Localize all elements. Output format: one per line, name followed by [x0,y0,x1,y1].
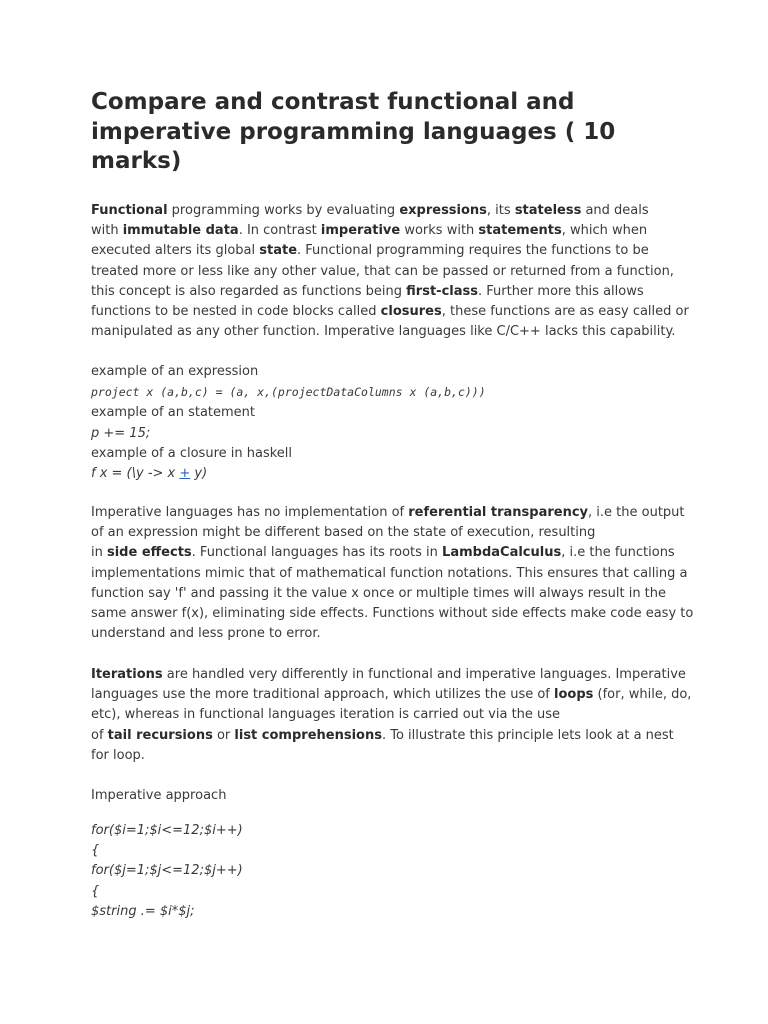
bold-term: state [259,243,298,259]
text-segment: . To illustrate this principle lets look at a nest [381,727,674,743]
bold-term: Functional [91,203,168,218]
text-line [91,302,691,322]
text-segment: , i.e the output [588,505,685,520]
text-line [91,282,691,302]
bold-term: list comprehensions [234,727,382,743]
text-line [91,221,691,241]
italic-code-text: y) [190,466,208,482]
text-line [91,322,691,342]
text-segment: understand and less prone to error. [91,626,321,642]
text-line [91,786,691,806]
text-segment: in [91,545,107,561]
text-segment: with [91,223,123,239]
text-segment: example of a closure in haskell [91,445,293,461]
text-line [91,262,691,282]
text-segment: , which when [561,223,648,239]
text-segment: executed alters its global [91,243,260,259]
text-line [91,604,694,624]
bold-term: stateless [514,203,582,218]
italic-code-text: f x = (\y -> x [91,466,180,482]
text-line [91,564,691,584]
italic-code-text: for($i=1;$i<=12;$i++) [91,823,243,838]
text-line [91,444,691,464]
text-segment: are handled very differently in functional and imperative languages. Imperative [162,667,686,682]
text-segment: (for, while, do, [593,687,692,703]
italic-code-text: $string .= $i*$j; [91,903,195,919]
text-segment: works with [400,223,479,239]
italic-code-text: p += 15; [91,425,151,441]
text-segment: this concept is also regarded as functions being [91,283,407,299]
text-line [91,201,691,221]
text-line [91,685,691,705]
text-segment: Imperative languages has no implementation of [91,505,409,520]
text-line [91,543,691,563]
text-segment: , its [486,203,515,218]
text-line [91,403,691,423]
text-segment: Imperative approach [91,788,227,803]
text-segment: . Functional languages has its roots in [191,545,443,561]
text-line [91,746,691,766]
text-line [91,382,691,403]
text-segment: example of an expression [91,364,259,379]
text-segment: , i.e the functions [561,545,675,561]
text-line [91,362,691,382]
examples-block [91,362,691,484]
text-line [91,821,691,841]
paragraph-iterations [91,665,691,766]
italic-code-text: { [91,843,100,859]
bold-term: statements [478,223,562,239]
text-segment: , these functions are as easy called or [441,304,689,320]
bold-term: first-class [406,283,478,299]
code-block-nested-loop [91,821,691,922]
bold-term: Iterations [91,667,163,682]
text-segment: manipulated as any other function. Imperative languages like C/C++ lacks this capability. [91,324,676,340]
text-line [91,902,691,922]
code-text: project x (a,b,c) = (a, x,(projectDataColumns x (a,b,c))) [91,385,486,400]
document-page [91,88,691,177]
text-line [91,584,691,604]
bold-term: LambdaCalculus [442,545,562,561]
bold-term: tail recursions [107,727,213,743]
bold-term: closures [380,304,442,320]
text-segment: of an expression might be different based on the state of execution, resulting [91,525,596,541]
text-segment: treated more or less like any other value, that can be passed or returned from a function, [91,263,674,279]
text-line [91,841,691,861]
text-segment: for loop. [91,747,145,763]
text-line [91,523,691,543]
text-segment: . Further more this allows [477,283,644,299]
bold-term: loops [554,687,594,703]
text-segment: programming works by evaluating [167,203,400,218]
text-segment: example of an statement [91,405,256,421]
text-segment: same answer f(x), eliminating side effects. Functions without side effects make code easy to [91,606,694,622]
text-segment: of [91,727,108,743]
text-segment: . In contrast [238,223,321,239]
text-segment: and deals [581,203,649,218]
bold-term: immutable data [122,223,239,239]
operator-link[interactable]: + [179,466,191,482]
text-line [91,241,691,261]
text-line [91,665,691,685]
text-line [91,861,691,881]
paragraph-referential-transparency [91,503,694,644]
bold-term: expressions [399,203,487,218]
paragraph-functional-vs-imperative [91,201,691,342]
bold-term: referential transparency [408,505,589,520]
bold-term: side effects [106,545,192,561]
text-segment: . Functional programming requires the functions to be [297,243,649,259]
text-line [91,705,691,725]
text-line [91,624,691,644]
italic-code-text: { [91,883,100,899]
bold-term: imperative [320,223,401,239]
text-segment: etc), whereas in functional languages iteration is carried out via the use [91,707,561,723]
text-segment: functions to be nested in code blocks called [91,304,381,320]
text-segment: languages use the more traditional approach, which utilizes the use of [91,687,555,703]
text-segment: or [212,727,235,743]
text-line [91,503,691,523]
paragraph-imperative-approach [91,786,691,806]
text-line [91,424,691,444]
italic-code-text: for($j=1;$j<=12;$j++) [91,863,243,879]
text-line [91,464,691,484]
text-segment: implementations mimic that of mathematical function notations. This ensures that calling a [91,565,688,581]
text-line [91,726,691,746]
document-title: Compare and contrast functional and imperative programming languages ( 10 marks) [91,89,616,174]
text-segment: function say 'f' and passing it the value x once or multiple times will always result in the [91,585,667,601]
text-line [91,882,691,902]
